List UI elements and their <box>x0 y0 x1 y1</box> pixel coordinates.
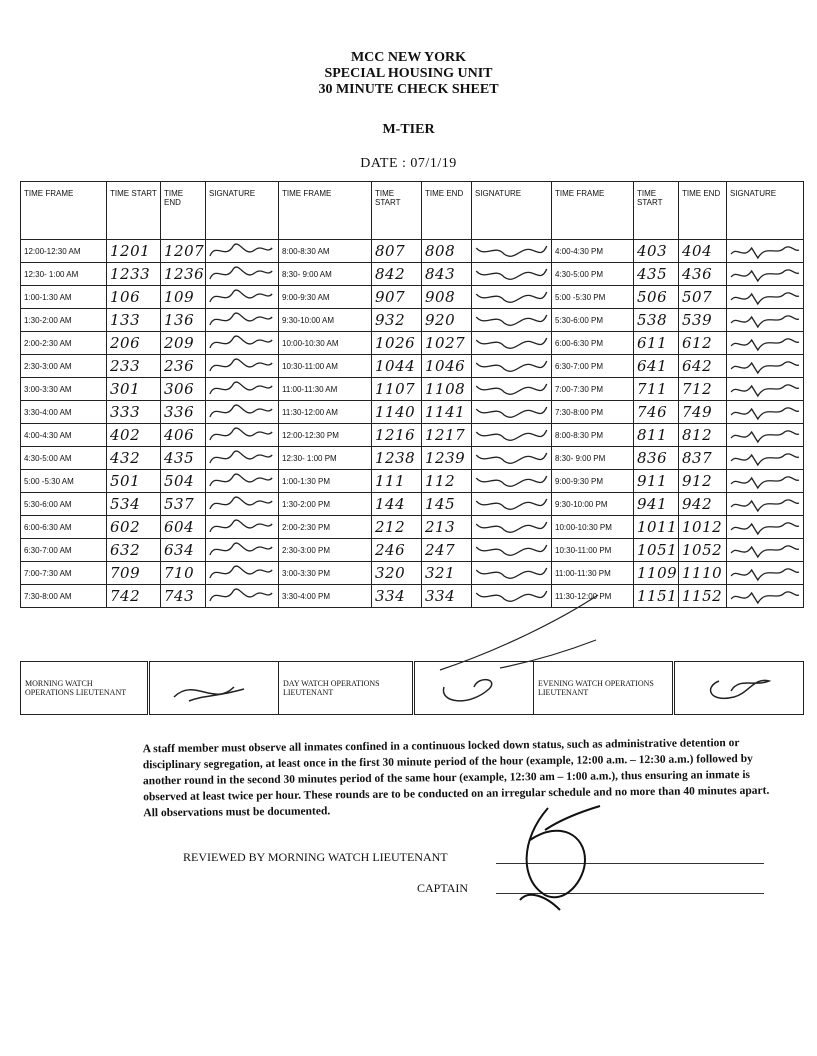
time-start-cell: 212 <box>372 516 422 539</box>
initials-signature-icon <box>472 240 551 262</box>
time-frame-cell: 8:30- 9:00 PM <box>552 447 634 470</box>
captain-signature-line <box>496 893 764 894</box>
initials-signature-icon <box>727 516 803 538</box>
signature-cell <box>472 493 552 516</box>
signature-cell <box>727 240 804 263</box>
signature-cell <box>472 401 552 424</box>
time-end-cell: 145 <box>422 493 472 516</box>
time-start-cell: 206 <box>107 332 161 355</box>
time-end-cell: 504 <box>161 470 206 493</box>
initials-signature-icon <box>472 470 551 492</box>
initials-signature-icon <box>472 332 551 354</box>
time-start-cell: 1140 <box>372 401 422 424</box>
initials-signature-icon <box>727 585 803 607</box>
time-start-cell: 1201 <box>107 240 161 263</box>
signature-cell <box>727 309 804 332</box>
time-start-cell: 1109 <box>634 562 679 585</box>
time-end-cell: 634 <box>161 539 206 562</box>
initials-signature-icon <box>206 493 278 515</box>
table-row <box>21 286 804 309</box>
time-start-cell: 1151 <box>634 585 679 608</box>
initials-signature-icon <box>727 355 803 377</box>
time-end-cell: 749 <box>679 401 727 424</box>
table-row <box>21 355 804 378</box>
signature-cell <box>206 585 279 608</box>
initials-signature-icon <box>727 562 803 584</box>
table-row <box>21 470 804 493</box>
signature-cell <box>727 470 804 493</box>
time-end-cell: 507 <box>679 286 727 309</box>
initials-signature-icon <box>727 539 803 561</box>
time-start-cell: 1238 <box>372 447 422 470</box>
initials-signature-icon <box>472 286 551 308</box>
time-start-cell: 611 <box>634 332 679 355</box>
time-end-cell: 404 <box>679 240 727 263</box>
time-start-cell: 144 <box>372 493 422 516</box>
watch-lieutenant-table <box>20 661 804 715</box>
time-start-cell: 1044 <box>372 355 422 378</box>
time-end-cell: 743 <box>161 585 206 608</box>
time-start-cell: 534 <box>107 493 161 516</box>
time-frame-cell: 10:00-10:30 AM <box>279 332 372 355</box>
signature-cell <box>472 470 552 493</box>
col-signature: SIGNATURE <box>727 182 804 240</box>
initials-signature-icon <box>727 424 803 446</box>
time-start-cell: 836 <box>634 447 679 470</box>
time-frame-cell: 9:30-10:00 AM <box>279 309 372 332</box>
time-end-cell: 334 <box>422 585 472 608</box>
time-start-cell: 320 <box>372 562 422 585</box>
signature-cell <box>727 585 804 608</box>
signature-cell <box>472 286 552 309</box>
time-start-cell: 1216 <box>372 424 422 447</box>
initials-signature-icon <box>206 562 278 584</box>
time-end-cell: 1046 <box>422 355 472 378</box>
time-start-cell: 709 <box>107 562 161 585</box>
time-frame-cell: 6:30-7:00 AM <box>21 539 107 562</box>
time-start-cell: 432 <box>107 447 161 470</box>
time-end-cell: 436 <box>679 263 727 286</box>
initials-signature-icon <box>206 355 278 377</box>
signature-cell <box>206 539 279 562</box>
initials-signature-icon <box>206 332 278 354</box>
table-row <box>21 447 804 470</box>
signature-cell <box>727 424 804 447</box>
signature-cell <box>472 332 552 355</box>
time-end-cell: 1108 <box>422 378 472 401</box>
signature-cell <box>727 516 804 539</box>
day-watch-label: DAY WATCH OPERATIONS LIEUTENANT <box>279 662 414 715</box>
signature-cell <box>206 447 279 470</box>
initials-signature-icon <box>472 263 551 285</box>
time-start-cell: 1051 <box>634 539 679 562</box>
time-start-cell: 842 <box>372 263 422 286</box>
time-end-cell: 1152 <box>679 585 727 608</box>
signature-cell <box>206 470 279 493</box>
evening-watch-signature <box>674 662 804 715</box>
time-end-cell: 612 <box>679 332 727 355</box>
facility-name: MCC NEW YORK <box>350 50 467 65</box>
time-start-cell: 941 <box>634 493 679 516</box>
time-end-cell: 136 <box>161 309 206 332</box>
time-end-cell: 537 <box>161 493 206 516</box>
time-end-cell: 1236 <box>161 263 206 286</box>
initials-signature-icon <box>472 516 551 538</box>
time-end-cell: 942 <box>679 493 727 516</box>
time-frame-cell: 4:30-5:00 AM <box>21 447 107 470</box>
time-frame-cell: 3:30-4:00 PM <box>279 585 372 608</box>
handwritten-signature-icon <box>679 667 799 707</box>
time-frame-cell: 9:00-9:30 PM <box>552 470 634 493</box>
time-start-cell: 334 <box>372 585 422 608</box>
initials-signature-icon <box>472 447 551 469</box>
time-start-cell: 506 <box>634 286 679 309</box>
initials-signature-icon <box>206 240 278 262</box>
table-row <box>21 585 804 608</box>
time-frame-cell: 2:30-3:00 AM <box>21 355 107 378</box>
time-start-cell: 133 <box>107 309 161 332</box>
table-row <box>21 401 804 424</box>
table-row <box>21 332 804 355</box>
time-end-cell: 812 <box>679 424 727 447</box>
initials-signature-icon <box>472 493 551 515</box>
tier-label: M-TIER <box>382 122 435 137</box>
time-end-cell: 908 <box>422 286 472 309</box>
table-header-row <box>21 182 804 240</box>
time-start-cell: 1026 <box>372 332 422 355</box>
signature-cell <box>206 355 279 378</box>
time-end-cell: 1027 <box>422 332 472 355</box>
time-frame-cell: 11:30-12:00 PM <box>552 585 634 608</box>
initials-signature-icon <box>727 378 803 400</box>
time-end-cell: 837 <box>679 447 727 470</box>
time-end-cell: 236 <box>161 355 206 378</box>
signature-cell <box>472 240 552 263</box>
time-frame-cell: 7:00-7:30 PM <box>552 378 634 401</box>
time-frame-cell: 12:30- 1:00 PM <box>279 447 372 470</box>
time-start-cell: 811 <box>634 424 679 447</box>
initials-signature-icon <box>206 447 278 469</box>
date-label: DATE : 07/1/19 <box>360 156 457 171</box>
table-row <box>21 378 804 401</box>
initials-signature-icon <box>727 447 803 469</box>
initials-signature-icon <box>206 286 278 308</box>
time-frame-cell: 3:00-3:30 AM <box>21 378 107 401</box>
time-frame-cell: 10:30-11:00 AM <box>279 355 372 378</box>
table-row <box>21 309 804 332</box>
time-frame-cell: 8:00-8:30 AM <box>279 240 372 263</box>
time-start-cell: 538 <box>634 309 679 332</box>
signature-cell <box>472 309 552 332</box>
time-frame-cell: 8:30- 9:00 AM <box>279 263 372 286</box>
col-time-start: TIME START <box>107 182 161 240</box>
signature-cell <box>727 447 804 470</box>
time-frame-cell: 11:30-12:00 AM <box>279 401 372 424</box>
captain-signature-icon <box>520 806 600 910</box>
time-frame-cell: 6:30-7:00 PM <box>552 355 634 378</box>
morning-watch-signature <box>149 662 279 715</box>
signature-cell <box>206 286 279 309</box>
sheet-title: 30 MINUTE CHECK SHEET <box>318 82 499 97</box>
signature-cell <box>206 332 279 355</box>
col-signature: SIGNATURE <box>206 182 279 240</box>
table-row <box>21 493 804 516</box>
time-frame-cell: 12:30- 1:00 AM <box>21 263 107 286</box>
time-frame-cell: 1:00-1:30 PM <box>279 470 372 493</box>
signature-cell <box>206 493 279 516</box>
time-frame-cell: 11:00-11:30 AM <box>279 378 372 401</box>
time-frame-cell: 6:00-6:30 AM <box>21 516 107 539</box>
time-start-cell: 907 <box>372 286 422 309</box>
signature-cell <box>727 401 804 424</box>
time-start-cell: 1233 <box>107 263 161 286</box>
form-header <box>0 50 817 98</box>
time-end-cell: 109 <box>161 286 206 309</box>
signature-cell <box>727 286 804 309</box>
table-row <box>21 263 804 286</box>
time-end-cell: 1239 <box>422 447 472 470</box>
time-start-cell: 807 <box>372 240 422 263</box>
table-row <box>21 240 804 263</box>
signature-cell <box>727 332 804 355</box>
time-end-cell: 604 <box>161 516 206 539</box>
time-start-cell: 233 <box>107 355 161 378</box>
time-end-cell: 321 <box>422 562 472 585</box>
initials-signature-icon <box>206 378 278 400</box>
time-end-cell: 1012 <box>679 516 727 539</box>
time-end-cell: 920 <box>422 309 472 332</box>
time-end-cell: 539 <box>679 309 727 332</box>
handwritten-signature-icon <box>419 667 529 707</box>
col-time-frame: TIME FRAME <box>21 182 107 240</box>
initials-signature-icon <box>727 240 803 262</box>
time-frame-cell: 4:00-4:30 PM <box>552 240 634 263</box>
signature-cell <box>727 539 804 562</box>
check-log-table <box>20 181 804 608</box>
signature-cell <box>727 378 804 401</box>
policy-note: A staff member must observe all inmates confined in a continuous locked down status, such as administrative detention or disciplinary segregation, at least once in the first 30 minute period of the hour (example, 12:00 a.m. – 12:30 a.m.) followed by another round in the second 30 minutes period of the same hour (example, 12:30 am – 1:00 a.m.), thus ensuring an inmate is observed at least twice per hour. These rounds are to be conducted on an irregular schedule and no more than 40 minutes apart. All observations must be documented. <box>142 737 770 820</box>
initials-signature-icon <box>206 539 278 561</box>
time-frame-cell: 9:30-10:00 PM <box>552 493 634 516</box>
time-start-cell: 711 <box>634 378 679 401</box>
time-frame-cell: 5:00 -5:30 PM <box>552 286 634 309</box>
time-end-cell: 710 <box>161 562 206 585</box>
time-frame-cell: 7:00-7:30 AM <box>21 562 107 585</box>
time-end-cell: 247 <box>422 539 472 562</box>
time-end-cell: 808 <box>422 240 472 263</box>
time-end-cell: 406 <box>161 424 206 447</box>
captain-label: CAPTAIN <box>417 881 469 895</box>
signature-cell <box>472 562 552 585</box>
signature-cell <box>206 309 279 332</box>
time-start-cell: 501 <box>107 470 161 493</box>
initials-signature-icon <box>206 401 278 423</box>
initials-signature-icon <box>727 493 803 515</box>
time-start-cell: 301 <box>107 378 161 401</box>
initials-signature-icon <box>727 332 803 354</box>
time-frame-cell: 2:00-2:30 AM <box>21 332 107 355</box>
signature-cell <box>472 539 552 562</box>
time-frame-cell: 2:30-3:00 PM <box>279 539 372 562</box>
time-frame-cell: 4:00-4:30 AM <box>21 424 107 447</box>
unit-name: SPECIAL HOUSING UNIT <box>324 66 493 81</box>
time-frame-cell: 11:00-11:30 PM <box>552 562 634 585</box>
initials-signature-icon <box>206 263 278 285</box>
time-frame-cell: 1:30-2:00 AM <box>21 309 107 332</box>
time-start-cell: 402 <box>107 424 161 447</box>
col-time-end: TIME END <box>161 182 206 240</box>
time-end-cell: 712 <box>679 378 727 401</box>
time-frame-cell: 7:30-8:00 PM <box>552 401 634 424</box>
initials-signature-icon <box>472 401 551 423</box>
time-frame-cell: 2:00-2:30 PM <box>279 516 372 539</box>
time-end-cell: 336 <box>161 401 206 424</box>
time-end-cell: 209 <box>161 332 206 355</box>
signature-cell <box>727 263 804 286</box>
morning-watch-label: MORNING WATCH OPERATIONS LIEUTENANT <box>21 662 149 715</box>
signature-cell <box>472 378 552 401</box>
time-start-cell: 602 <box>107 516 161 539</box>
col-time-frame: TIME FRAME <box>279 182 372 240</box>
col-time-end: TIME END <box>679 182 727 240</box>
initials-signature-icon <box>206 585 278 607</box>
signature-cell <box>206 240 279 263</box>
time-frame-cell: 1:30-2:00 PM <box>279 493 372 516</box>
initials-signature-icon <box>472 585 551 607</box>
initials-signature-icon <box>206 516 278 538</box>
col-time-frame: TIME FRAME <box>552 182 634 240</box>
col-time-end: TIME END <box>422 182 472 240</box>
initials-signature-icon <box>472 355 551 377</box>
time-start-cell: 435 <box>634 263 679 286</box>
time-start-cell: 333 <box>107 401 161 424</box>
signature-cell <box>206 263 279 286</box>
time-start-cell: 911 <box>634 470 679 493</box>
col-time-start: TIME START <box>634 182 679 240</box>
signature-cell <box>472 263 552 286</box>
time-start-cell: 746 <box>634 401 679 424</box>
time-start-cell: 1011 <box>634 516 679 539</box>
time-frame-cell: 6:00-6:30 PM <box>552 332 634 355</box>
initials-signature-icon <box>472 539 551 561</box>
reviewed-lieutenant-label: REVIEWED BY MORNING WATCH LIEUTENANT <box>183 850 448 864</box>
time-start-cell: 111 <box>372 470 422 493</box>
initials-signature-icon <box>727 470 803 492</box>
signature-cell <box>206 424 279 447</box>
time-end-cell: 1110 <box>679 562 727 585</box>
time-end-cell: 843 <box>422 263 472 286</box>
time-frame-cell: 10:00-10:30 PM <box>552 516 634 539</box>
initials-signature-icon <box>472 378 551 400</box>
time-end-cell: 912 <box>679 470 727 493</box>
col-time-start: TIME START <box>372 182 422 240</box>
signature-cell <box>472 447 552 470</box>
time-frame-cell: 5:30-6:00 PM <box>552 309 634 332</box>
time-frame-cell: 9:00-9:30 AM <box>279 286 372 309</box>
initials-signature-icon <box>727 309 803 331</box>
time-end-cell: 1141 <box>422 401 472 424</box>
signature-cell <box>472 424 552 447</box>
initials-signature-icon <box>206 470 278 492</box>
col-signature: SIGNATURE <box>472 182 552 240</box>
time-end-cell: 1217 <box>422 424 472 447</box>
signature-cell <box>727 355 804 378</box>
time-start-cell: 106 <box>107 286 161 309</box>
time-end-cell: 1207 <box>161 240 206 263</box>
time-frame-cell: 5:30-6:00 AM <box>21 493 107 516</box>
table-row <box>21 539 804 562</box>
time-frame-cell: 7:30-8:00 AM <box>21 585 107 608</box>
time-start-cell: 742 <box>107 585 161 608</box>
time-frame-cell: 12:00-12:30 PM <box>279 424 372 447</box>
time-frame-cell: 12:00-12:30 AM <box>21 240 107 263</box>
signature-cell <box>206 516 279 539</box>
initials-signature-icon <box>727 263 803 285</box>
initials-signature-icon <box>472 309 551 331</box>
time-end-cell: 306 <box>161 378 206 401</box>
time-frame-cell: 1:00-1:30 AM <box>21 286 107 309</box>
signature-cell <box>472 585 552 608</box>
signature-cell <box>727 493 804 516</box>
signature-cell <box>472 355 552 378</box>
time-end-cell: 1052 <box>679 539 727 562</box>
time-frame-cell: 3:00-3:30 PM <box>279 562 372 585</box>
time-start-cell: 1107 <box>372 378 422 401</box>
initials-signature-icon <box>206 424 278 446</box>
time-end-cell: 213 <box>422 516 472 539</box>
table-row <box>21 516 804 539</box>
signature-cell <box>206 401 279 424</box>
lieutenant-signature-line <box>496 863 764 864</box>
initials-signature-icon <box>727 286 803 308</box>
signature-cell <box>727 562 804 585</box>
initials-signature-icon <box>206 309 278 331</box>
time-frame-cell: 5:00 -5:30 AM <box>21 470 107 493</box>
table-row <box>21 424 804 447</box>
time-end-cell: 112 <box>422 470 472 493</box>
day-watch-signature <box>414 662 534 715</box>
table-row <box>21 562 804 585</box>
initials-signature-icon <box>727 401 803 423</box>
handwritten-signature-icon <box>154 667 274 707</box>
evening-watch-label: EVENING WATCH OPERATIONS LIEUTENANT <box>534 662 674 715</box>
signature-cell <box>206 378 279 401</box>
time-start-cell: 403 <box>634 240 679 263</box>
signature-cell <box>472 516 552 539</box>
time-start-cell: 641 <box>634 355 679 378</box>
initials-signature-icon <box>472 562 551 584</box>
time-frame-cell: 3:30-4:00 AM <box>21 401 107 424</box>
time-frame-cell: 4:30-5:00 PM <box>552 263 634 286</box>
time-end-cell: 642 <box>679 355 727 378</box>
time-frame-cell: 10:30-11:00 PM <box>552 539 634 562</box>
time-start-cell: 246 <box>372 539 422 562</box>
signature-cell <box>206 562 279 585</box>
time-end-cell: 435 <box>161 447 206 470</box>
time-frame-cell: 8:00-8:30 PM <box>552 424 634 447</box>
initials-signature-icon <box>472 424 551 446</box>
time-start-cell: 932 <box>372 309 422 332</box>
time-start-cell: 632 <box>107 539 161 562</box>
